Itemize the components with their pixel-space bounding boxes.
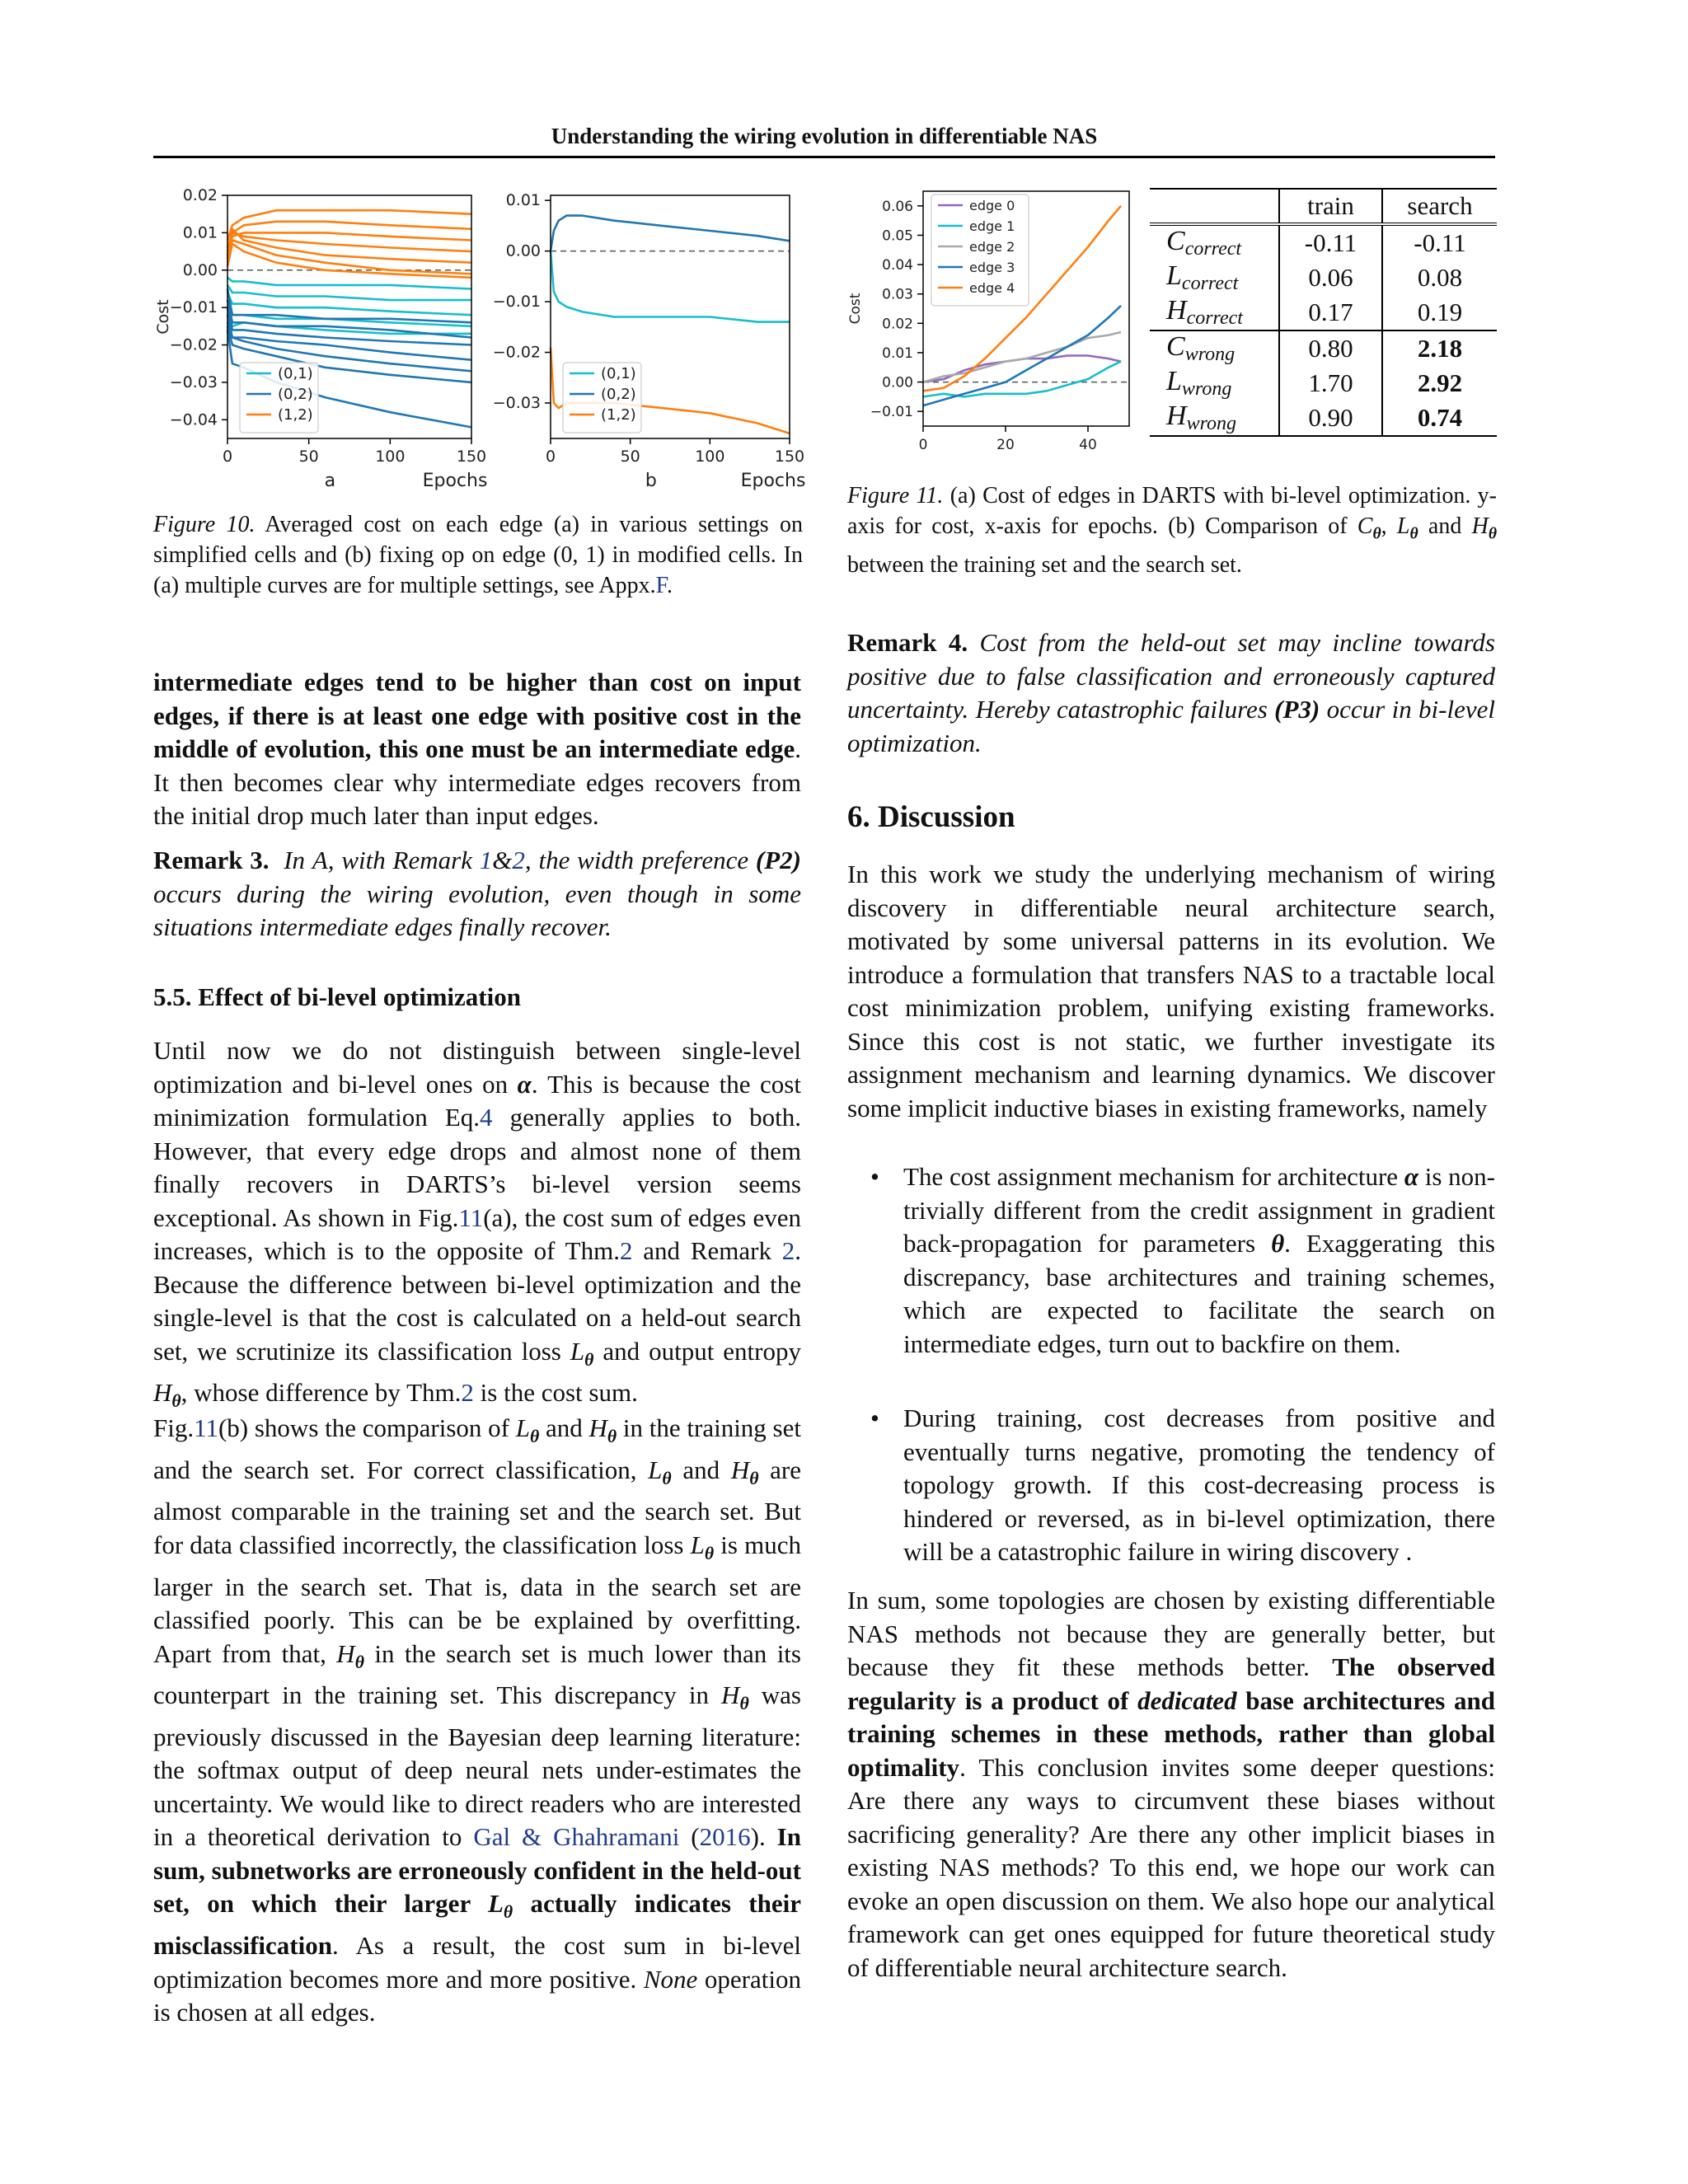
row-label: $L_{correct}$ bbox=[1166, 260, 1239, 294]
left-para-3: Fig.11(b) shows the comparison of $L_\theta$ and $H_\theta$ in the training set and the search set. For correct classification, $L_\theta$ and $H_\theta$ are almost comparable in the training set and the search set. But for data classified incorrectly, the classification loss $L_\theta$ is much larger in the search set. That is, data in the search set are classified poorly. This can be be explained by overfitting. Apart from that, $H_\theta$ in the search set is much lower than its counterpart in the training set. This discrepancy in $H_\theta$ was previously discussed in the Bayesian deep learning literature: the softmax output of deep neural nets under-estimates the uncertainty. We would like to direct readers who are interested in a theoretical derivation to Gal & Ghahramani (2016). In sum, subnetworks are erroneously confident in the held-out set, on which their larger $L_\theta$ actually indicates their misclassification. As a result, the cost sum in bi-level optimization becomes more and more positive. None operation is chosen at all edges. bbox=[153, 1413, 802, 2027]
x-axis-label: Epochs bbox=[422, 471, 488, 491]
remark-4-label: Remark 4. bbox=[847, 628, 968, 657]
appx-f-link[interactable]: F bbox=[655, 573, 667, 598]
fig11-caption-label: Figure 11. bbox=[847, 483, 944, 509]
thm-2-link[interactable]: 2 bbox=[619, 1236, 633, 1265]
bullet-dot: • bbox=[870, 1404, 879, 1432]
fig10b-chart bbox=[486, 183, 806, 496]
y-tick-label: 0.00 bbox=[505, 241, 541, 260]
legend-label: edge 0 bbox=[969, 198, 1015, 213]
y-tick-label: −0.02 bbox=[492, 343, 541, 362]
legend-label: edge 2 bbox=[969, 239, 1015, 255]
y-tick-label: 0.02 bbox=[182, 186, 218, 204]
legend-label: (1,2) bbox=[601, 406, 636, 424]
table-row bbox=[1150, 366, 1497, 401]
series-line-0-1 bbox=[551, 216, 790, 251]
table-header-row bbox=[1150, 189, 1497, 224]
x-tick-label: 40 bbox=[1079, 437, 1097, 453]
y-tick-label: 0.02 bbox=[882, 316, 913, 333]
row-label: $C_{correct}$ bbox=[1166, 226, 1242, 260]
fig-11b-link[interactable]: 11 bbox=[194, 1413, 218, 1442]
left-para-2: Until now we do not distinguish between single-level optimization and bi-level ones on α. This is because the cost minimization formulation Eq.4 generally applies to both. However, that every edge drops and almost none of them finally recovers in DARTS’s bi-level version seems exceptional. As shown in Fig.11(a), the cost sum of edges even increases, which is to the opposite of Thm.2 and Remark 2. Because the difference between bi-level optimization and the single-level is that the cost is calculated on a held-out search set, we scrutinize its classification loss $L_\theta$ and output entropy $H_\theta$, whose difference by Thm.2 is the cost sum. bbox=[153, 1036, 801, 1412]
y-tick-label: 0.00 bbox=[882, 374, 913, 391]
y-tick-label: −0.01 bbox=[492, 293, 541, 312]
table-row bbox=[1150, 260, 1497, 295]
fig10a-chart bbox=[153, 183, 491, 496]
discussion-bullets bbox=[847, 1160, 1495, 1589]
legend-label: (0,2) bbox=[601, 386, 636, 403]
discussion-para-1: In this work we study the underlying mechanism of wiring discovery in differentiable neural architecture search, motivated by some universal patterns in its evolution. We introduce a formulation that transfers NAS to a tractable local cost minimization problem, unifying existing frameworks. Since this cost is not static, we further investigate its assignment mechanism and learning dynamics. We discover some implicit inductive biases in existing frameworks, namely bbox=[847, 860, 1495, 1122]
y-tick-label: 0.05 bbox=[882, 227, 913, 245]
running-title: Understanding the wiring evolution in differentiable NAS bbox=[551, 124, 1098, 148]
y-tick-label: −0.01 bbox=[169, 298, 218, 317]
cell-search: 0.74 bbox=[1382, 401, 1497, 436]
section-5-5-title: 5.5. Effect of bi-level optimization bbox=[153, 982, 521, 1011]
bullet-item-2: • During training, cost decreases from positive and eventually turns negative, promoting the tendency of topology growth. If this cost-decreasing process is hindered or reversed, as in bi-level optimization, there will be a catastrophic failure in wiring discovery . bbox=[870, 1404, 1495, 1566]
fig11-caption: Figure 11. (a) Cost of edges in DARTS with bi-level optimization. y-axis for cost, x-axis for epochs. (b) Comparison of $C_\theta$, $L_\theta$ and $H_\theta$ between the training set and the search set. bbox=[847, 483, 1498, 578]
cell-train: 0.90 bbox=[1279, 401, 1382, 436]
remark-2-link[interactable]: 2 bbox=[512, 846, 525, 874]
remark-4: Remark 4. Cost from the held-out set may incline towards positive due to false classification and erroneously captured uncertainty. Hereby catastrophic failures (P3) occur in bi-level optimization. bbox=[847, 628, 1495, 757]
series-line-0-2 bbox=[551, 251, 790, 322]
bullet-dot: • bbox=[870, 1162, 879, 1191]
cell-train: 0.17 bbox=[1279, 295, 1382, 330]
fig10-caption: Figure 10. Averaged cost on each edge (a) in various settings on simplified cells and (b) fixing op on edge (0, 1) in modified cells. In (a) multiple curves are for multiple settings, see Appx.F. bbox=[153, 512, 803, 598]
section-6-title: 6. Discussion bbox=[847, 800, 1015, 834]
y-tick-label: 0.03 bbox=[882, 286, 913, 303]
left-para-1: intermediate edges tend to be higher than cost on input edges, if there is at least one edge with positive cost in the middle of evolution, this one must be an intermediate edge. It then becomes clear why intermediate edges recovers from the initial drop much later than input edges. bbox=[153, 668, 801, 830]
y-tick-label: 0.06 bbox=[882, 198, 913, 215]
row-label: $H_{correct}$ bbox=[1166, 295, 1243, 329]
x-tick-label: 100 bbox=[695, 448, 725, 466]
y-tick-label: −0.02 bbox=[169, 335, 218, 354]
legend-label: (0,1) bbox=[601, 365, 636, 382]
legend-label: (0,1) bbox=[278, 365, 313, 382]
y-axis-label: Cost bbox=[847, 293, 864, 325]
x-tick-label: 0 bbox=[222, 448, 233, 466]
cell-train: -0.11 bbox=[1279, 224, 1382, 260]
gal-ghahramani-citation[interactable]: Gal & Ghahramani bbox=[473, 1822, 680, 1852]
series-line-edge-1 bbox=[923, 362, 1121, 397]
table-row bbox=[1150, 224, 1497, 260]
x-tick-label: 50 bbox=[298, 448, 319, 466]
x-tick-label: 150 bbox=[774, 448, 805, 466]
fig11a-chart bbox=[845, 183, 1150, 467]
remark-1-link[interactable]: 1 bbox=[479, 846, 493, 874]
x-tick-label: 100 bbox=[375, 448, 406, 466]
table-row bbox=[1150, 401, 1497, 436]
y-tick-label: −0.04 bbox=[169, 410, 218, 429]
y-tick-label: −0.03 bbox=[492, 393, 541, 412]
col-search-header: search bbox=[1382, 189, 1497, 224]
y-tick-label: 0.00 bbox=[182, 260, 218, 279]
cell-search: 2.18 bbox=[1382, 330, 1497, 366]
bullet-item-1: • The cost assignment mechanism for architecture α is non-trivially different from the credit assignment in gradient back-propagation for parameters θ. Exaggerating this discrepancy, base architectures and training schemes, which are expected to facilitate the search on intermediate edges, turn out to backfire on them. bbox=[870, 1162, 1495, 1358]
x-tick-label: 0 bbox=[545, 448, 556, 466]
eq-4-link[interactable]: 4 bbox=[480, 1103, 493, 1132]
panel-label: b bbox=[645, 471, 657, 491]
y-tick-label: 0.01 bbox=[182, 223, 218, 242]
legend-label: (0,2) bbox=[278, 386, 313, 403]
thm-2-link-b[interactable]: 2 bbox=[461, 1378, 474, 1408]
remark-3-label: Remark 3. bbox=[153, 846, 270, 874]
cell-search: 2.92 bbox=[1382, 366, 1497, 401]
row-label: $H_{wrong}$ bbox=[1150, 401, 1279, 436]
cell-train: 0.06 bbox=[1279, 260, 1382, 295]
remark-2-ref-link[interactable]: 2 bbox=[781, 1236, 795, 1265]
x-tick-label: 20 bbox=[996, 437, 1015, 453]
table-row bbox=[1150, 295, 1497, 330]
cell-search: 0.08 bbox=[1382, 260, 1497, 295]
table-row bbox=[1150, 330, 1497, 366]
x-axis-label: Epochs bbox=[740, 471, 806, 491]
y-tick-label: 0.04 bbox=[882, 257, 913, 274]
fig11b-table bbox=[1150, 188, 1497, 437]
cell-train: 1.70 bbox=[1279, 366, 1382, 401]
legend-label: (1,2) bbox=[278, 406, 313, 424]
y-tick-label: −0.01 bbox=[870, 404, 913, 421]
cell-search: 0.19 bbox=[1382, 295, 1497, 330]
y-tick-label: 0.01 bbox=[882, 344, 913, 362]
legend-label: edge 4 bbox=[969, 280, 1015, 296]
x-tick-label: 50 bbox=[620, 448, 640, 466]
panel-label: a bbox=[324, 471, 336, 491]
legend-label: edge 3 bbox=[969, 260, 1015, 275]
y-tick-label: 0.01 bbox=[505, 191, 541, 210]
legend-label: edge 1 bbox=[969, 218, 1015, 234]
series-line-1-2 bbox=[227, 210, 471, 240]
row-label: $L_{wrong}$ bbox=[1166, 366, 1232, 400]
discussion-para-2: In sum, some topologies are chosen by existing differentiable NAS methods not because they are generally better, but because they fit these methods better. The observed regularity is a product of dedicated base architectures and training schemes in these methods, rather than global optimality. This conclusion invites some deeper questions: Are there any ways to circumvent these biases without sacrificing generality? Are there any other implicit biases in existing NAS methods? To this end, we hope our work can evoke an open discussion on them. We also hope our analytical framework can get ones equipped for future theoretical study of differentiable neural architecture search. bbox=[847, 1586, 1496, 1982]
fig10-caption-label: Figure 10. bbox=[153, 512, 256, 537]
series-line-1-2 bbox=[227, 232, 471, 251]
header-rule bbox=[153, 156, 1495, 158]
x-tick-label: 150 bbox=[456, 448, 487, 466]
cell-search: -0.11 bbox=[1382, 224, 1497, 260]
cell-train: 0.80 bbox=[1279, 330, 1382, 366]
y-tick-label: −0.03 bbox=[169, 373, 218, 391]
y-axis-label: Cost bbox=[154, 299, 172, 335]
series-line-0-1 bbox=[227, 278, 471, 289]
table-body bbox=[1150, 224, 1497, 436]
col-train-header: train bbox=[1279, 189, 1382, 224]
row-label: $C_{wrong}$ bbox=[1150, 330, 1279, 366]
x-tick-label: 0 bbox=[918, 437, 928, 453]
citation-year-link[interactable]: 2016 bbox=[699, 1822, 751, 1852]
fig-11-link[interactable]: 11 bbox=[458, 1202, 484, 1232]
remark-3: Remark 3. In A, with Remark 1&2, the width preference (P2) occurs during the wiring evolution, even though in some situations intermediate edges finally recover. bbox=[153, 846, 802, 941]
